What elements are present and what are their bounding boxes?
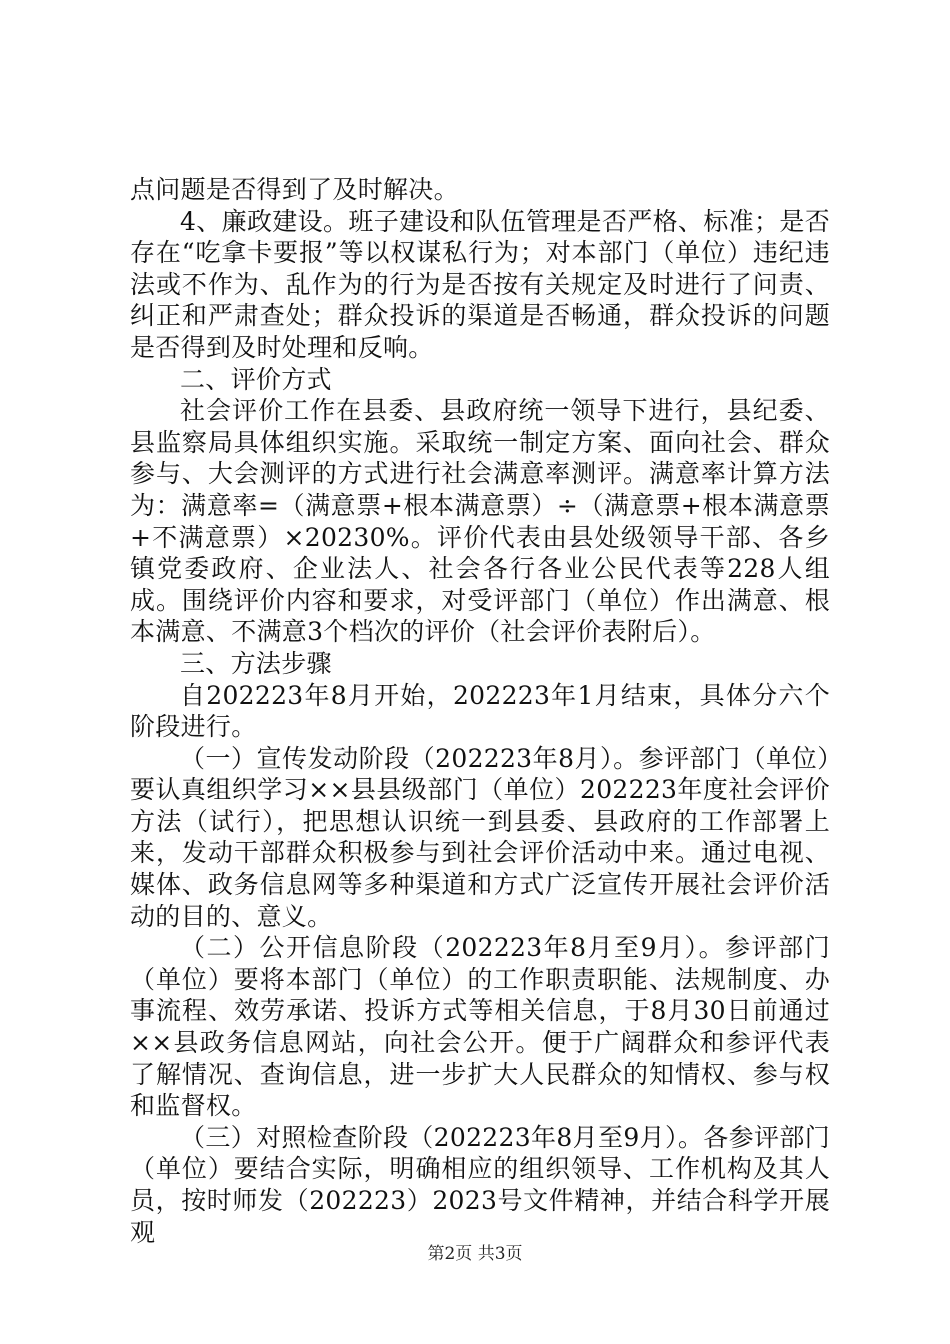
paragraph-stage-disclosure: （二）公开信息阶段（202223年8月至9月）。参评部门（单位）要将本部门（单位）的工作职责职能、法规制度、办事流程、效劳承诺、投诉方式等相关信息，于8月30日前通过××县政务信息网站，向社会公开。便于广阔群众和参评代表了解情况、查询信息，进一步扩大人民群众的知情权、参与权和监督权。 [130,933,830,1121]
paragraph-schedule: 自202223年8月开始，202223年1月结束，具体分六个阶段进行。 [130,680,830,742]
section-heading-method-steps: 三、方法步骤 [180,648,332,678]
document-body [130,174,830,1248]
section-heading-evaluation-method: 二、评价方式 [180,364,332,394]
paragraph-stage-self-check: （三）对照检查阶段（202223年8月至9月）。各参评部门（单位）要结合实际，明确相应的组织领导、工作机构及其人员，按时师发（202223）2023号文件精神，并结合科学开展观 [130,1122,830,1247]
paragraph-evaluation-method: 社会评价工作在县委、县政府统一领导下进行，县纪委、县监察局具体组织实施。采取统一制定方案、面向社会、群众参与、大会测评的方式进行社会满意率测评。满意率计算方法为：满意率=（满意票+根本满意票）÷（满意票+根本满意票+不满意票）×20230%。评价代表由县处级领导干部、各乡镇党委政府、企业法人、社会各行各业公民代表等228人组成。围绕评价内容和要求，对受评部门（单位）作出满意、根本满意、不满意3个档次的评价（社会评价表附后）。 [130,396,830,647]
paragraph-continuation: 点问题是否得到了及时解决。 [130,175,459,204]
page-footer: 第2页 共3页 [427,1244,523,1264]
paragraph-integrity-building: 4、廉政建设。班子建设和队伍管理是否严格、标准；是否存在“吃拿卡要报”等以权谋私行为；对本部门（单位）违纪违法或不作为、乱作为的行为是否按有关规定及时进行了问责、纠正和严肃查处；群众投诉的渠道是否畅通，群众投诉的问题是否得到及时处理和反响。 [130,206,830,362]
paragraph-stage-publicity: （一）宣传发动阶段（202223年8月）。参评部门（单位）要认真组织学习××县县级部门（单位）202223年度社会评价方法（试行），把思想认识统一到县委、县政府的工作部署上来，发动干部群众积极参与到社会评价活动中来。通过电视、媒体、政务信息网等多种渠道和方式广泛宣传开展社会评价活动的目的、意义。 [130,743,830,931]
